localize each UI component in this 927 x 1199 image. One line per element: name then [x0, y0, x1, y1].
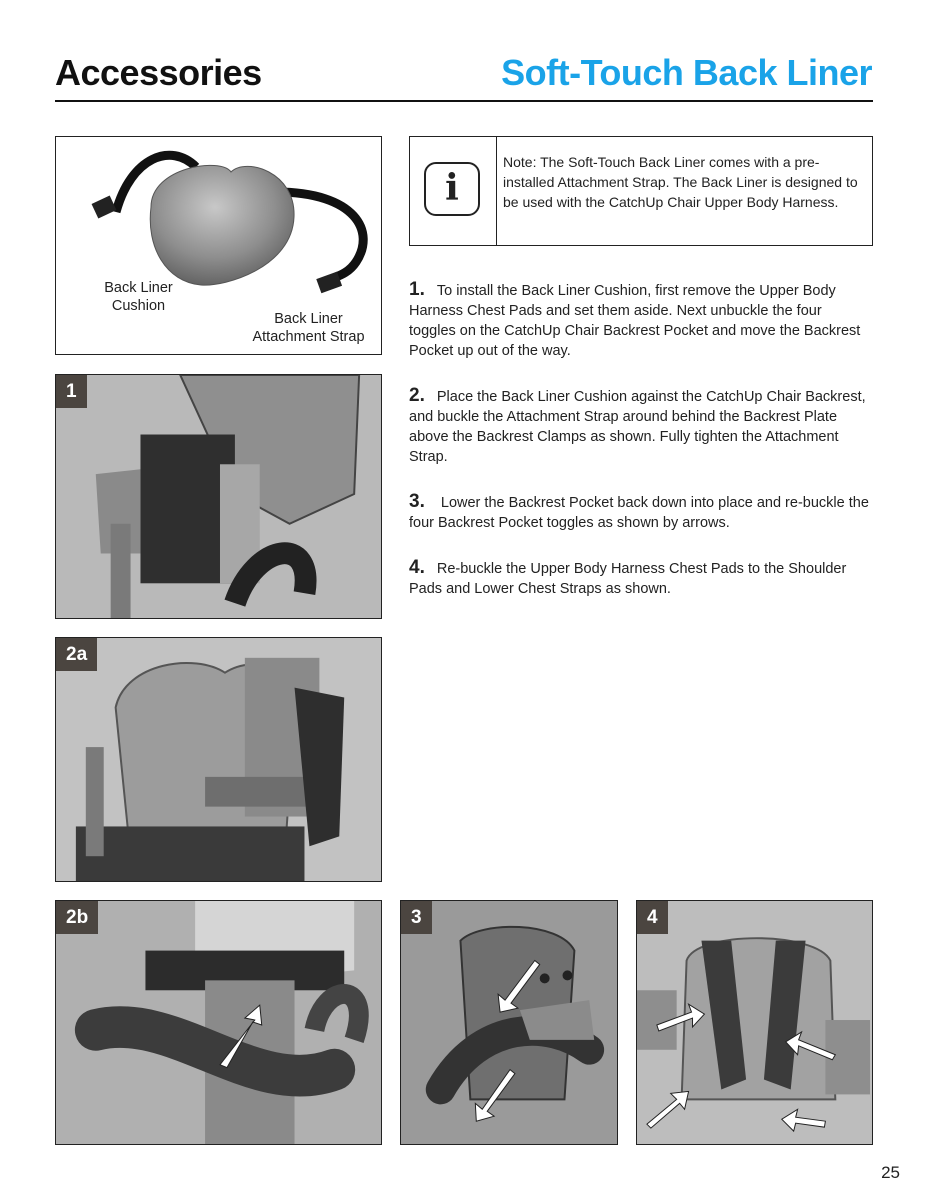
step-1 — [409, 280, 871, 361]
step1-photo — [55, 374, 382, 619]
step-4 — [409, 558, 871, 599]
strap-label-line1: Back Liner — [274, 311, 343, 327]
attachment-strap-buckled-image — [56, 901, 381, 1144]
step2b-tag: 2b — [56, 901, 98, 934]
step1-tag: 1 — [56, 375, 87, 408]
step-number: 4. — [409, 557, 425, 578]
note-box — [409, 136, 873, 246]
page-number: 25 — [881, 1163, 900, 1182]
step-text: Place the Back Liner Cushion against the CatchUp Chair Backrest, and buckle the Attachment Strap around behind the Backrest Plate above the Backrest Clamps as shown. Fully tighten the Attachment Strap. — [409, 389, 866, 465]
cushion-label-line1: Back Liner — [104, 280, 173, 296]
chest-pads-rebuckled-image — [637, 901, 872, 1144]
step4-tag: 4 — [637, 901, 668, 934]
chair-backrest-pocket-image — [56, 375, 381, 618]
step-number: 1. — [409, 279, 425, 300]
step-text: To install the Back Liner Cushion, first remove the Upper Body Harness Chest Pads and set them aside. Next unbuckle the four toggles on the CatchUp Chair Backrest Pocket and move the Backrest Pocket up out of the way. — [409, 283, 861, 359]
step-number: 2. — [409, 385, 425, 406]
step-3 — [409, 492, 871, 533]
step-number: 3. — [409, 491, 425, 512]
note-icon-cell — [410, 137, 497, 245]
note-text: Note: The Soft-Touch Back Liner comes with a pre-installed Attachment Strap. The Back Liner is designed to be used with the CatchUp Chair Upper Body Harness. — [503, 154, 858, 210]
info-icon: i — [424, 162, 480, 216]
cushion-label-line2: Cushion — [111, 298, 166, 314]
step3-photo — [400, 900, 618, 1145]
step3-tag: 3 — [401, 901, 432, 934]
step-text: Re-buckle the Upper Body Harness Chest Pads to the Shoulder Pads and Lower Chest Straps as shown. — [409, 561, 847, 597]
step-text: Lower the Backrest Pocket back down into place and re-buckle the four Backrest Pocket toggles as shown by arrows. — [409, 495, 869, 531]
step2a-tag: 2a — [56, 638, 97, 671]
back-liner-installed-image — [56, 638, 381, 881]
step2a-photo — [55, 637, 382, 882]
section-title: Accessories — [55, 52, 262, 93]
step4-photo — [636, 900, 873, 1145]
strap-label-line2: Attachment Strap — [252, 329, 365, 345]
parts-figure — [55, 136, 382, 355]
backrest-pocket-lowered-image — [401, 901, 617, 1144]
page-title: Soft-Touch Back Liner — [501, 52, 872, 93]
step-2 — [409, 386, 871, 467]
header-rule — [55, 100, 873, 102]
step2b-photo — [55, 900, 382, 1145]
